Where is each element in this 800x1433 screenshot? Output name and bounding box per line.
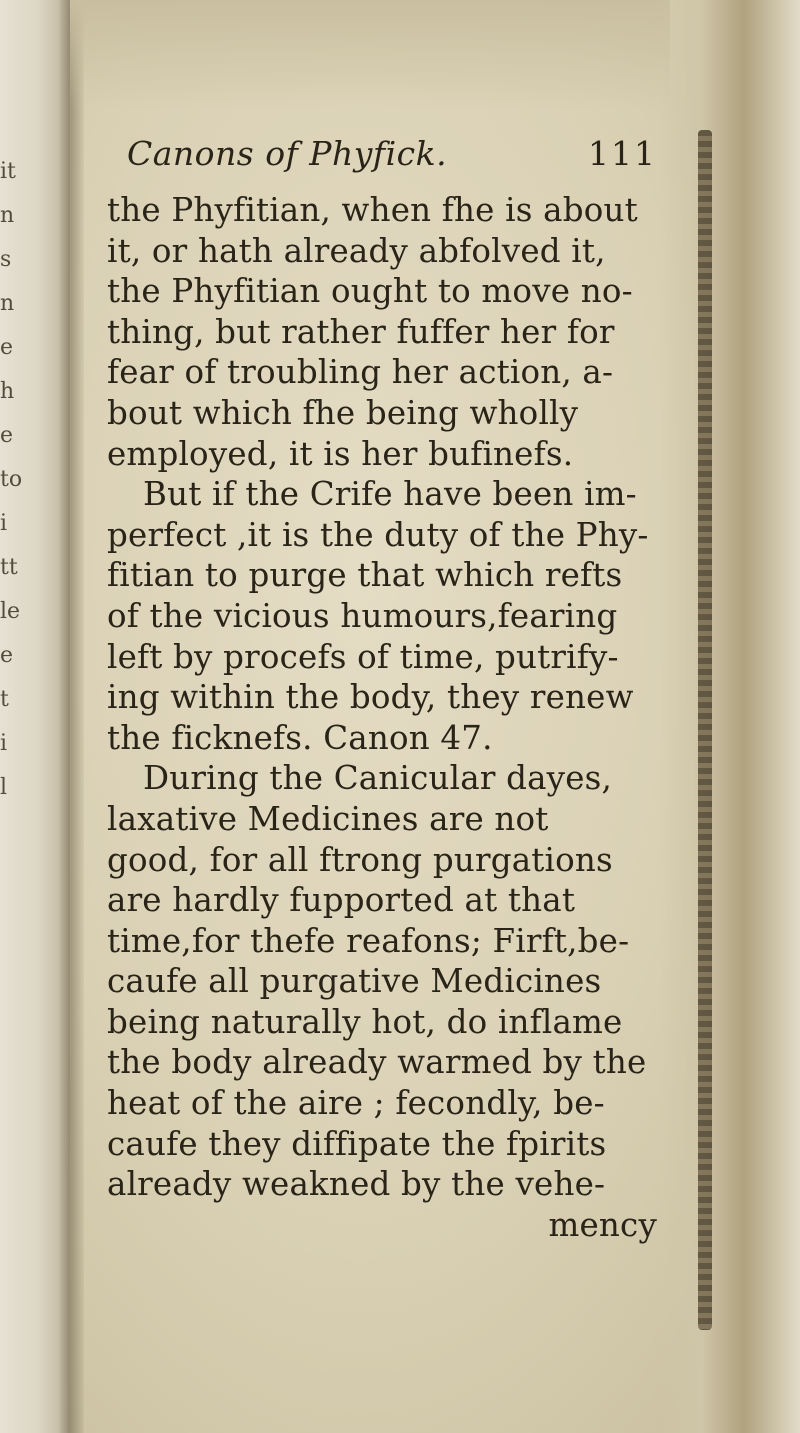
bleed-letter: n (0, 291, 15, 316)
bleed-letter: it (0, 159, 16, 184)
page-top-shading (70, 0, 670, 110)
bleed-letter: l (0, 775, 8, 800)
bleed-letter: i (0, 511, 8, 536)
text-line: thing, but rather fuffer her for (107, 312, 615, 351)
text-line: caufe they diffipate the fpirits (107, 1124, 607, 1163)
bleed-letter: le (0, 599, 21, 624)
text-line: the Phyfitian, when fhe is about (107, 191, 638, 229)
text-line: heat of the aire ; fecondly, be- (107, 1084, 605, 1123)
body-text (107, 190, 667, 1205)
bleed-letter: n (0, 203, 15, 228)
text-line: employed, it is her bufinefs. (107, 434, 574, 473)
text-line: fear of troubling her action, a- (107, 353, 614, 392)
facing-page-letters (0, 150, 23, 810)
text-line: the body already warmed by the (107, 1043, 647, 1082)
text-line: During the Canicular dayes, (143, 759, 613, 798)
bleed-letter: t (0, 687, 9, 712)
text-line: the ficknefs. Canon 47. (107, 718, 493, 757)
page-number: 111 (588, 134, 657, 173)
page-header (107, 130, 667, 190)
text-line: being naturally hot, do inflame (107, 1002, 623, 1041)
bleed-letter: e (0, 335, 14, 360)
bleed-letter: s (0, 247, 12, 272)
text-line: bout which fhe being wholly (107, 393, 579, 432)
bleed-letter: e (0, 423, 14, 448)
bleed-letter: e (0, 643, 14, 668)
text-line: time,for thefe reafons; Firft,be- (107, 921, 630, 960)
text-line: caufe all purgative Medicines (107, 962, 602, 1001)
text-line: perfect ,it is the duty of the Phy- (107, 515, 649, 554)
text-line: laxative Medicines are not (107, 799, 549, 838)
text-line: fitian to purge that which refts (107, 556, 623, 595)
page-text-block (107, 130, 667, 1245)
text-line: ing within the body, they renew (107, 678, 634, 717)
running-title: Canons of Phyfick. (127, 134, 448, 173)
page-edges-stack (698, 130, 712, 1330)
bleed-letter: h (0, 379, 15, 404)
page-edge-right (660, 0, 800, 1433)
text-line: of the vicious humours,fearing (107, 596, 618, 635)
text-line: are hardly fupported at that (107, 881, 576, 920)
text-line: But if the Crife have been im- (143, 475, 637, 514)
text-line: left by procefs of time, putrify- (107, 637, 619, 676)
catchword: mency (548, 1205, 657, 1244)
text-line: good, for all ftrong purgations (107, 840, 613, 879)
gutter-shadow (58, 0, 84, 1433)
bleed-letter: tt (0, 555, 18, 580)
text-line: already weakned by the vehe- (107, 1165, 606, 1204)
bleed-letter: to (0, 467, 23, 492)
bleed-letter: i (0, 731, 8, 756)
text-line: the Phyfitian ought to move no- (107, 272, 633, 311)
text-line: it, or hath already abfolved it, (107, 231, 606, 270)
